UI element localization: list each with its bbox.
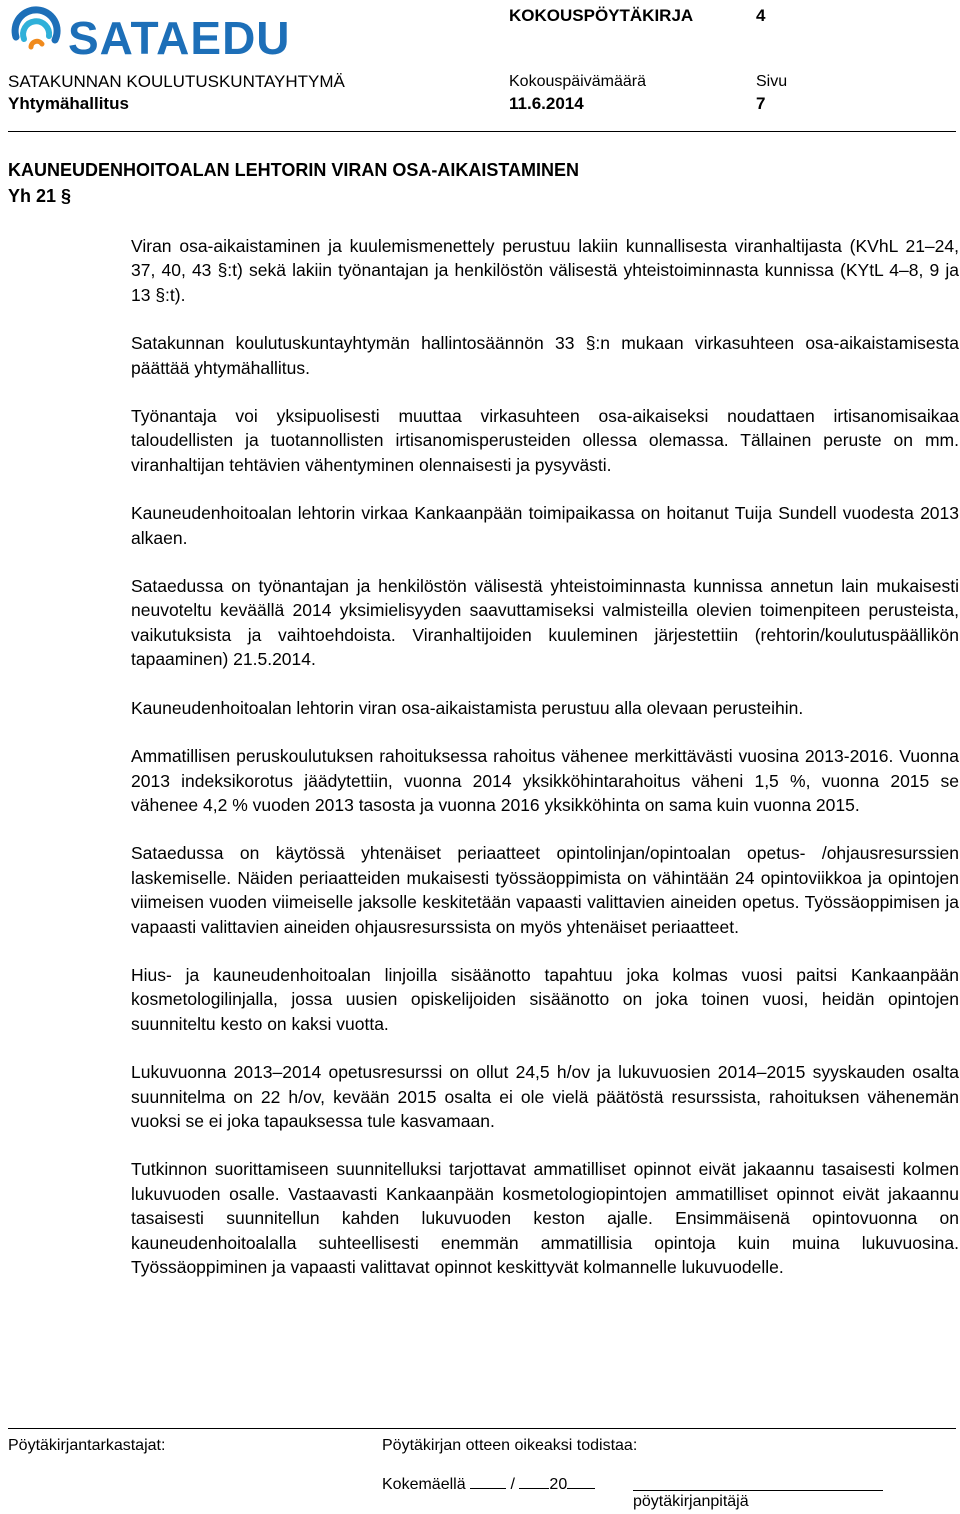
organization-name: SATAKUNNAN KOULUTUSKUNTAYHTYMÄ [8,72,345,91]
reviewers-label: Pöytäkirjantarkastajat: [8,1437,166,1454]
header-divider [8,131,956,132]
paragraph: Työnantaja voi yksipuolisesti muuttaa virkasuhteen osa-aikaiseksi noudattaen irtisanomisaikaa taloudellisten ja tuotannollisten irtisanomisperusteiden ollessa olemassa. Tällainen peruste on mm. viranhaltijan tehtävien vähentyminen olennaisesti ja pysyvästi. [131,406,959,475]
section-number: Yh 21 § [8,186,72,206]
page-label: Sivu [756,73,788,90]
paragraph: Sataedussa on työnantajan ja henkilöstön välisestä yhteistoiminnasta kunnissa annetun lain mukaisesti neuvoteltu keväällä 2014 yksimielisyyden saavuttamiseksi valmisteilla olevien toimenpiteen perusteista, vaikutuksista ja vaihtoehdoista. Viranhaltijoiden kuuleminen järjestettiin (rehtorin/koulutuspäällikön tapaaminen) 21.5.2014. [131,576,959,670]
date-label: Kokouspäivämäärä [509,73,646,90]
paragraph: Kauneudenhoitoalan lehtorin virkaa Kankaanpään toimipaikassa on hoitanut Tuija Sundell vuodesta 2013 alkaen. [131,503,959,548]
year-blank [567,1474,595,1489]
sataedu-logo [8,4,291,64]
signature-place-date [382,1474,595,1495]
paragraph: Satakunnan koulutuskuntayhtymän hallintosäännön 33 §:n mukaan virkasuhteen osa-aikaistamisesta päättää yhtymähallitus. [131,333,959,378]
month-blank [519,1474,549,1489]
paragraph: Hius- ja kauneudenhoitoalan linjoilla sisäänotto tapahtuu joka kolmas vuosi paitsi Kankaanpään kosmetologilinjalla, jossa uusien opiskelijoiden sisäänotto on joka toinen vuosi, heidän opintojen suunniteltu kesto on kaksi vuotta. [131,964,959,1034]
logo-swirl-icon [12,9,60,57]
paragraph: Viran osa-aikaistaminen ja kuulemismenettely perustuu lakiin kunnallisesta viranhaltijasta (KVhL 21–24, 37, 40, 43 §:t) sekä lakiin työnantajan ja henkilöstön välisestä yhteistoiminnasta kunnissa (KYtL 4–8, 9 ja 13 §:t). [131,236,959,305]
document-body [131,234,959,1303]
logo-wordmark: SATAEDU [68,12,291,64]
doc-type: KOKOUSPÖYTÄKIRJA [509,6,694,25]
page-number: 7 [756,94,766,113]
paragraph: Ammatillisen peruskoulutuksen rahoituksessa rahoitus vähenee merkittävästi vuosina 2013-2016. Vuonna 2013 indeksikorotus jäädytettiin, vuonna 2014 yksikköhintarahoitus väheni 1,5 %, vuonna 2015 se vähenee 4,2 % vuoden 2013 tasosta ja vuonna 2016 yksikköhinta on sama kuin vuonna 2015. [131,746,959,815]
day-blank [470,1474,506,1489]
paragraph: Tutkinnon suorittamiseen suunnitelluksi tarjottavat ammatilliset opinnot eivät jakaannu tasaisesti kolmen lukuvuoden osalle. Vastaavasti Kankaanpään kosmetologiopintojen ammatilliset opinnot eivät jakaannu tasaisesti suunnitellun kahden lukuvuoden keston ajalle. Ensimmäisenä opintovuonna on kauneudenhoitoalalla suhteellisesti enemmän ammatillisia opintoja kuin muina lukuvuosina. Työssäoppiminen ja vapaasti valittavat opinnot keskittyvät kolmannelle lukuvuodelle. [131,1159,959,1277]
footer-divider [8,1428,956,1429]
certified-label: Pöytäkirjan otteen oikeaksi todistaa: [382,1437,638,1454]
place-name: Kokemäellä [382,1476,466,1493]
page-title: KAUNEUDENHOITOALAN LEHTORIN VIRAN OSA-AIKAISTAMINEN [8,160,580,180]
body-name: Yhtymähallitus [8,94,129,113]
date-separator: / [510,1476,515,1493]
signature-line [633,1490,883,1491]
paragraph: Lukuvuonna 2013–2014 opetusresurssi on ollut 24,5 h/ov ja lukuvuosien 2014–2015 syyskauden osalta suunnitelma on 22 h/ov, kevään 2015 osalta ei ole vielä päätöstä resurssista, rahoituksen vähenemän vuoksi se ei joka tapauksessa tule kasvamaan. [131,1062,959,1131]
signer-title: pöytäkirjanpitäjä [633,1493,749,1510]
paragraph: Sataedussa on käytössä yhtenäiset periaatteet opintolinjan/opintoalan opetus- /ohjausresurssien laskemiselle. Näiden periaatteiden mukaisesti työssäoppimista on vähintään 24 opintoviikkoa ja opintojen viimeisen vuoden viimeiselle jaksolle keskitetään vapaasti valittavien aineiden opetus. Työssäoppimisen ja vapaasti valittavien aineiden ohjausresurssista on myös yhtenäiset periaatteet. [131,843,959,937]
meeting-date: 11.6.2014 [509,94,584,113]
paragraph: Kauneudenhoitoalan lehtorin viran osa-aikaistamista perustuu alla olevaan perusteihin. [131,697,804,718]
year-prefix: 20 [549,1476,568,1493]
doc-number: 4 [756,6,766,25]
